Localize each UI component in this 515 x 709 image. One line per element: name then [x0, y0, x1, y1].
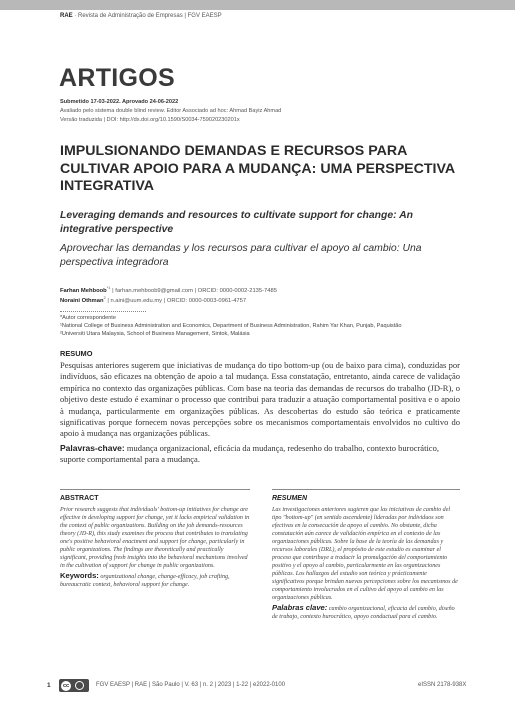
resumen-body: Las investigaciones anteriores sugieren que las iniciativas de cambio del tipo "bottom-up" (en sentido ascendente) lideradas por individuos son efectivas en la consecución de apoyo al cambio. No obstante, dicha constatación aún carece de validación empírica en el contexto de las organizaciones públicas. Sobre la base de la teoría de las demandas y recursos laborales (DRL), el propósito de este estudio es examinar el proceso que contribuye a traducir la promulgación del comportamiento positivo y el apoyo al cambio, particularmente en las organizaciones públicas. Los hallazgos del estudio son teórica y prácticamente significativos porque brindan nuevas percepciones sobre los mecanismos de comportamiento involucrados en el cultivo del apoyo al cambio en las organizaciones públicas.	[272, 507, 458, 601]
section-title: ARTIGOS	[59, 64, 175, 92]
cc-glyph: cc	[62, 682, 70, 689]
title-english: Leveraging demands and resources to cultivate support for change: An integrative perspective	[60, 210, 413, 235]
affiliation-1: ¹National College of Business Administration and Economics, Department of Business Administration, Rahim Yar Khan, Punjab, Paquistão	[60, 323, 402, 329]
resumen-keywords	[272, 604, 460, 621]
author-sup: *1	[106, 285, 111, 290]
creative-commons-icon[interactable]	[59, 679, 89, 692]
abstract-box	[60, 489, 250, 684]
footer-citation: FGV EAESP | RAE | São Paulo | V. 63 | n. 2 | 2023 | 1-22 | e2022-0100	[96, 682, 286, 688]
top-bar	[0, 0, 515, 10]
page-footer	[0, 678, 515, 694]
keywords-label: Palabras clave:	[272, 603, 328, 612]
page-number: 1	[47, 682, 51, 689]
resumo-body: Pesquisas anteriores sugerem que iniciativas de mudança do tipo bottom-up (ou de baixo para cima), conduzidas por indivíduos, são eficazes na obtenção de apoio a tal mudança. Essa constatação, entretanto, ainda carece de validação empírica no contexto das organizações públicas. Com base na teoria das demandas de recursos do trabalho (JD-R), o objetivo deste estudo é examinar o processo que contribui para traduzir a atuação comportamental positiva e o apoio à mudança, particularmente em organizações públicas. As descobertas do estudo são teórica e praticamente significativas porque fornecem novas percepções sobre os mecanismos comportamentais envolvidos no cultivo do apoio à mudança nas organizações públicas.	[60, 360, 460, 439]
title-portuguese: IMPULSIONANDO DEMANDAS E RECURSOS PARA CULTIVAR APOIO PARA A MUDANÇA: UMA PERSPECTIVA INTEGRATIVA	[60, 143, 455, 195]
journal-name: · Revista de Administração de Empresas | FGV EAESP	[74, 13, 222, 19]
keywords-text: mudança organizacional, eficácia da mudança, redesenho do trabalho, contexto burocrático, suporte comportamental para a mudança.	[60, 443, 439, 465]
issn: eISSN 2178-938X	[418, 682, 467, 688]
doi-line[interactable]: Versão traduzida | DOI: http://dx.doi.org/10.1590/S0034-759020230201x	[60, 117, 240, 123]
keywords-label: Keywords:	[60, 571, 99, 580]
affiliation-separator	[60, 311, 146, 312]
resumo-keywords	[60, 443, 460, 466]
abstract-keywords	[60, 572, 250, 589]
keywords-text: organizational change, change-efficacy, job crafting, bureaucratic context, behavioral support for change.	[60, 574, 230, 588]
author-name: Noraini Othman	[60, 297, 104, 304]
resumen-heading: RESUMEN	[272, 495, 308, 502]
author-1	[60, 285, 277, 294]
resumen-box	[272, 489, 460, 684]
submission-dates: Submetido 17-03-2022. Aprovado 24-06-2022	[60, 99, 179, 105]
keywords-text: cambio organizacional, eficacia del cambio, diseño de trabajo, contexto burocrático, apoyo conductual para el cambio.	[272, 606, 455, 620]
author-details[interactable]: | farhan.mehboob9@gmail.com | ORCID: 0000-0002-2135-7485	[110, 287, 277, 294]
journal-header	[60, 13, 222, 19]
abstract-heading: ABSTRACT	[60, 495, 99, 502]
abstract-body: Prior research suggests that individuals' bottom-up initiatives for change are effective in developing support for change, yet it lacks empirical validation in the context of public organizations. Building on the job demands-resources theory (JD-R), this study examines the process that contributes to translating one's positive behavioral enactment and support for change, particularly in public organizations. The findings are theoretically and practically significant, providing fresh insights into the behavioral mechanisms involved in the cultivation of support for change in public organizations.	[60, 507, 250, 569]
by-icon	[75, 681, 84, 690]
resumo-heading: RESUMO	[60, 349, 93, 358]
author-details[interactable]: | n.aini@uum.edu.my | ORCID: 0000-0003-0961-4757	[105, 297, 247, 304]
author-2	[60, 295, 246, 304]
author-sup: 2	[103, 295, 106, 300]
keywords-label: Palavras-chave:	[60, 443, 125, 453]
affiliation-2: ²Universiti Utara Malaysia, School of Business Management, Sintok, Malásia	[60, 331, 250, 337]
author-name: Farhan Mehboob	[60, 287, 107, 294]
affiliation-corresponding: *Autor correspondente	[60, 315, 116, 321]
review-info: Avaliado pelo sistema double blind review. Editor Associado ad hoc: Ahmad Bayiz Ahmad	[60, 108, 282, 114]
title-spanish: Aprovechar las demandas y los recursos para cultivar el apoyo al cambio: Una perspectiva integradora	[60, 243, 422, 268]
journal-abbrev: RAE	[60, 13, 73, 19]
